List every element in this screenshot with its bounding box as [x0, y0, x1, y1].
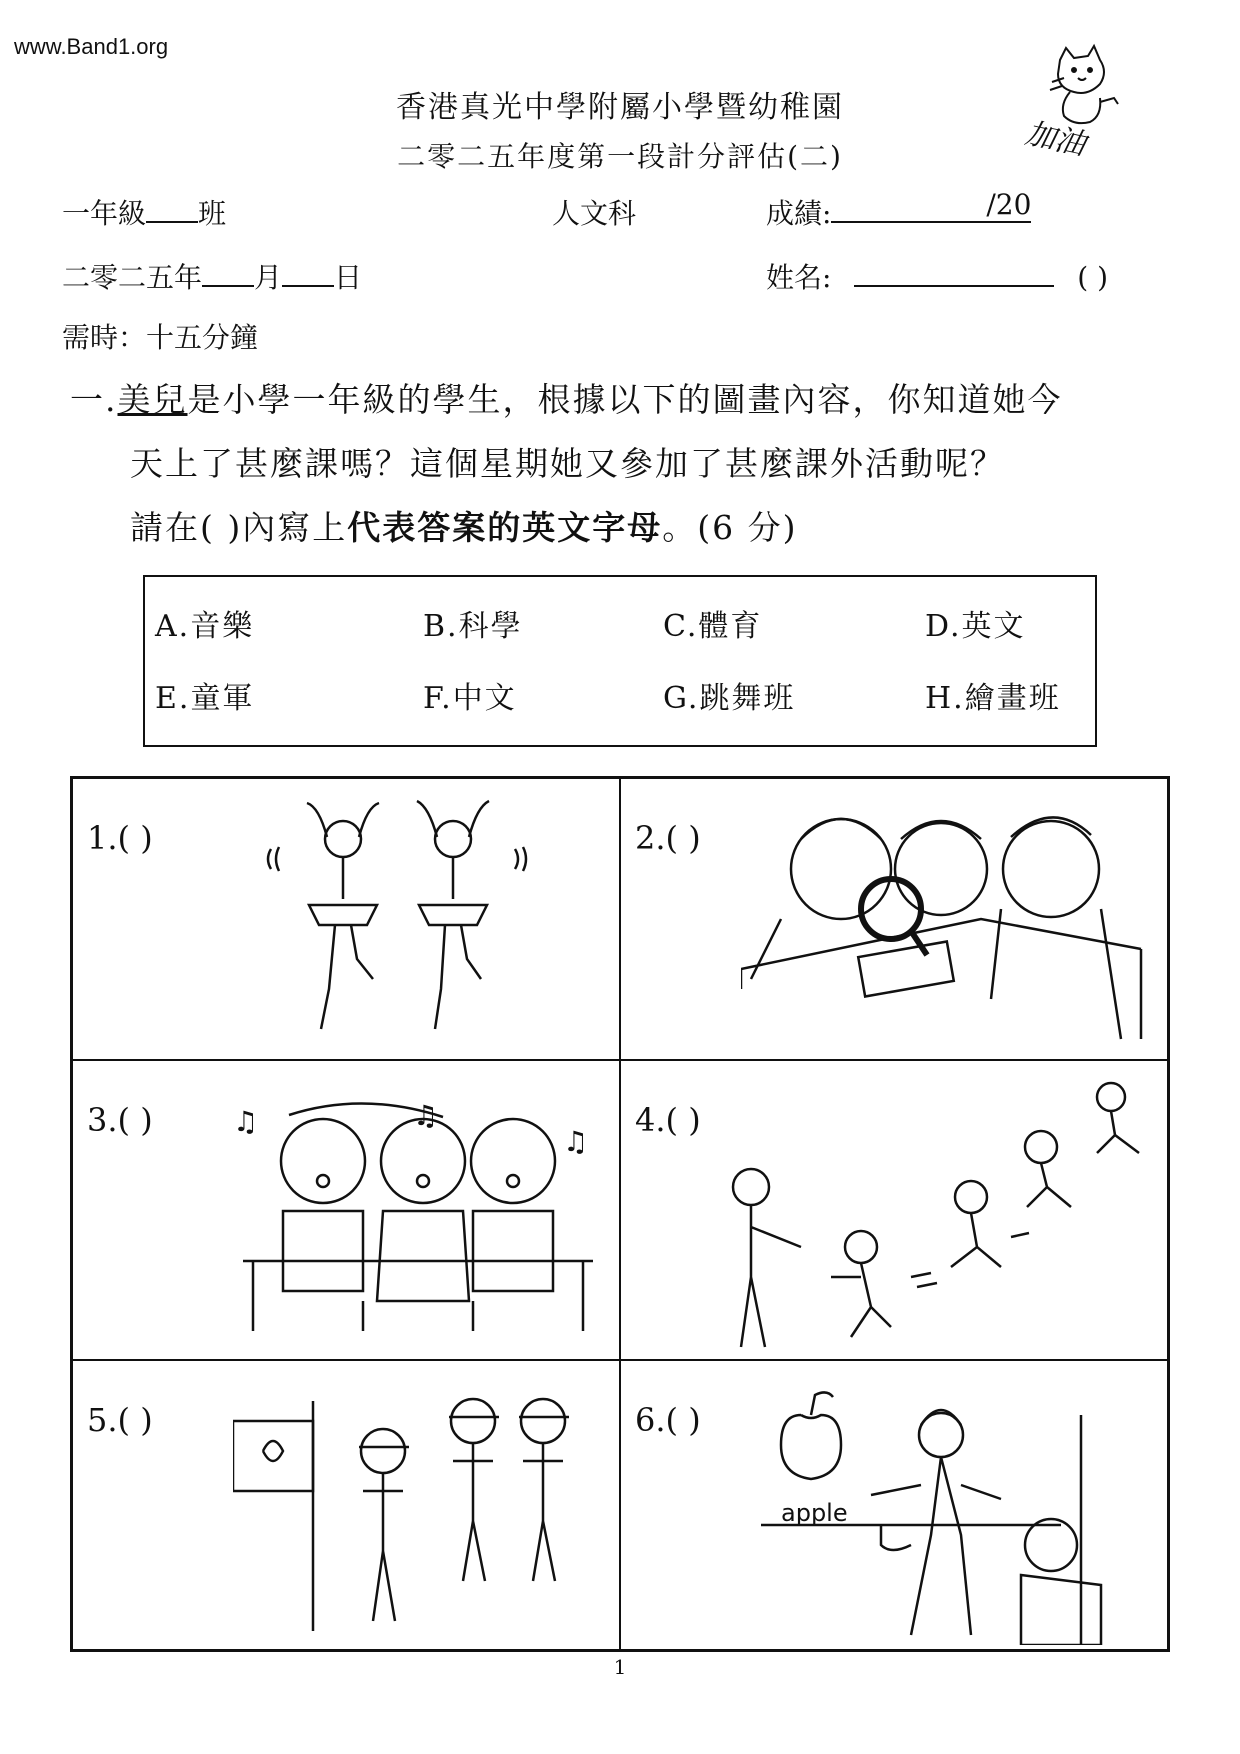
assessment-title: 二零二五年度第一段計分評估(二) [397, 140, 843, 173]
item-4-label[interactable]: 4.( ) [635, 1101, 701, 1139]
cheer-badge [1022, 42, 1140, 163]
name-line [766, 256, 1108, 296]
subject: 人文科 [552, 197, 637, 230]
class-blank[interactable] [146, 193, 198, 223]
question-line-1 [70, 374, 1063, 421]
option-f: F.中文 [423, 681, 517, 716]
option-g: G.跳舞班 [663, 681, 796, 716]
question-number: 一. [70, 380, 118, 419]
class-number-paren: ( ) [1077, 261, 1108, 294]
question-text-1: 是小學一年級的學生，根據以下的圖畫內容，你知道她今 [187, 380, 1063, 419]
item-1 [72, 778, 620, 1060]
apple-word: apple [781, 1499, 848, 1527]
score-blank[interactable] [831, 188, 1032, 223]
time-allowed: 需時：十五分鐘 [62, 321, 259, 354]
page-number: 1 [613, 1655, 627, 1679]
option-c: C.體育 [663, 609, 763, 644]
question-line-2: 天上了甚麼課嗎？這個星期她又參加了甚麼課外活動呢？ [130, 444, 1005, 483]
name-blank[interactable] [854, 257, 1054, 287]
option-d: D.英文 [925, 609, 1026, 644]
day-label: 日 [334, 261, 363, 294]
option-h: H.繪畫班 [925, 681, 1061, 716]
item-6-label[interactable]: 6.( ) [635, 1401, 701, 1439]
item-2-label[interactable]: 2.( ) [635, 819, 701, 857]
item-6 [620, 1360, 1168, 1650]
item-2 [620, 778, 1168, 1060]
school-name: 香港真光中學附屬小學暨幼稚園 [396, 90, 844, 125]
score-total: /20 [986, 188, 1032, 221]
item-5 [72, 1360, 620, 1650]
score-label: 成績: [766, 197, 832, 230]
options-box [143, 575, 1097, 747]
date-prefix: 二零二五年 [62, 261, 203, 294]
option-a: A.音樂 [155, 609, 255, 644]
grade-label: 一年級 [62, 197, 147, 230]
score-line [766, 188, 1032, 232]
item-4 [620, 1060, 1168, 1360]
grade-line [62, 192, 226, 232]
student-name: 美兒 [117, 380, 188, 419]
picture-grid [70, 776, 1170, 1652]
day-blank[interactable] [282, 257, 334, 287]
cheer-text: 加油 [1022, 116, 1089, 163]
name-label: 姓名: [766, 261, 832, 294]
month-blank[interactable] [202, 257, 254, 287]
question-text-3a: 請在( )內寫上 [130, 508, 348, 547]
ballet-dancers-icon [263, 789, 533, 1051]
svg-text:♫: ♫ [233, 1105, 259, 1138]
science-magnifier-icon [741, 799, 1161, 1049]
question-text-3-bold: 代表答案的英文字母 [347, 508, 663, 547]
item-3-label[interactable]: 3.( ) [87, 1101, 153, 1139]
item-3 [72, 1060, 620, 1360]
question-text-3b: 。(6 分) [662, 508, 798, 547]
date-line [62, 256, 362, 296]
item-5-label[interactable]: 5.( ) [87, 1401, 153, 1439]
question-line-3 [130, 502, 797, 549]
month-label: 月 [254, 261, 283, 294]
svg-text:♫: ♫ [413, 1099, 439, 1132]
svg-text:♫: ♫ [563, 1125, 589, 1158]
children-running-icon [711, 1077, 1161, 1357]
scouts-saluting-icon [233, 1381, 593, 1641]
children-singing-icon [233, 1081, 603, 1351]
option-e: E.童軍 [155, 681, 255, 716]
class-suffix: 班 [198, 197, 227, 230]
option-b: B.科學 [423, 609, 523, 644]
website-watermark: www.Band1.org [14, 34, 169, 59]
item-1-label[interactable]: 1.( ) [87, 819, 153, 857]
